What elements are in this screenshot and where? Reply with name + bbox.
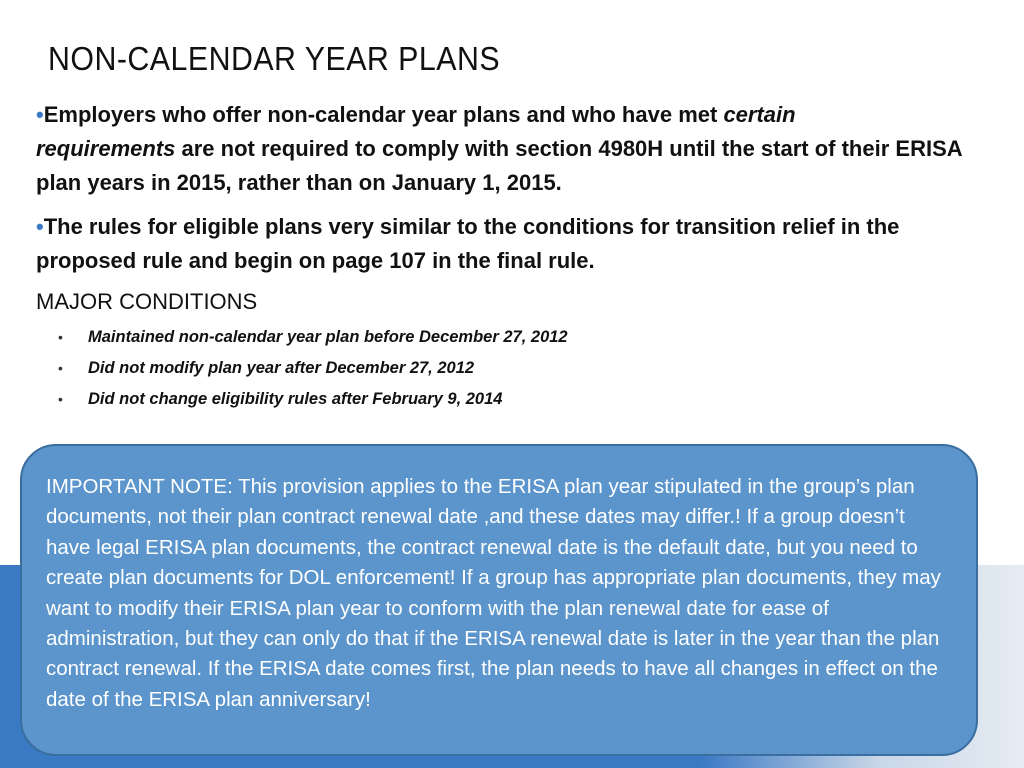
condition-text: Maintained non-calendar year plan before December 27, 2012 <box>88 328 568 346</box>
conditions-heading: MAJOR CONDITIONS <box>36 289 258 314</box>
sub-bullet-marker: • <box>58 329 63 345</box>
paragraph-employers-text-a: Employers who offer non-calendar year plans and who have met <box>43 102 724 127</box>
paragraph-rules <box>36 210 996 278</box>
condition-text: Did not change eligibility rules after February 9, 2014 <box>88 390 503 408</box>
paragraph-employers-italic-b: requirements <box>36 136 176 161</box>
condition-item <box>58 353 996 384</box>
slide-title: NON-CALENDAR YEAR PLANS <box>48 40 501 77</box>
paragraph-employers-text-b: are not required to comply with section 4980H until the start of their ERISA plan years in 2015, rather than on January 1, 2015. <box>36 136 962 195</box>
bullet-marker: • <box>36 214 44 239</box>
important-note-text: IMPORTANT NOTE: This provision applies to the ERISA plan year stipulated in the group’s plan documents, not their plan contract renewal date ,and these dates may differ.! If a group doesn’t have legal ERISA plan documents, the contract renewal date is the default date, but you need to create plan documents for DOL enforcement! If a group has appropriate plan documents, they may want to modify their ERISA plan year to conform with the plan renewal date for ease of administration, but they can only do that if the ERISA renewal date is later in the year than the plan contract renewal. If the ERISA date comes first, the plan needs to have all changes in effect on the date of the ERISA plan anniversary! <box>46 475 941 711</box>
condition-text: Did not modify plan year after December 27, 2012 <box>88 359 475 377</box>
bullet-marker: • <box>36 102 44 127</box>
paragraph-employers <box>36 98 996 200</box>
paragraph-employers-italic-a: certain <box>723 102 796 127</box>
conditions-list <box>36 322 996 415</box>
sub-bullet-marker: • <box>58 391 63 407</box>
sub-bullet-marker: • <box>58 360 63 376</box>
condition-item <box>58 384 996 415</box>
condition-item <box>58 322 996 353</box>
important-note-box <box>20 444 978 756</box>
slide-content <box>36 98 996 415</box>
paragraph-rules-text: The rules for eligible plans very similar to the conditions for transition relief in the proposed rule and begin on page 107 in the final rule. <box>36 214 900 273</box>
